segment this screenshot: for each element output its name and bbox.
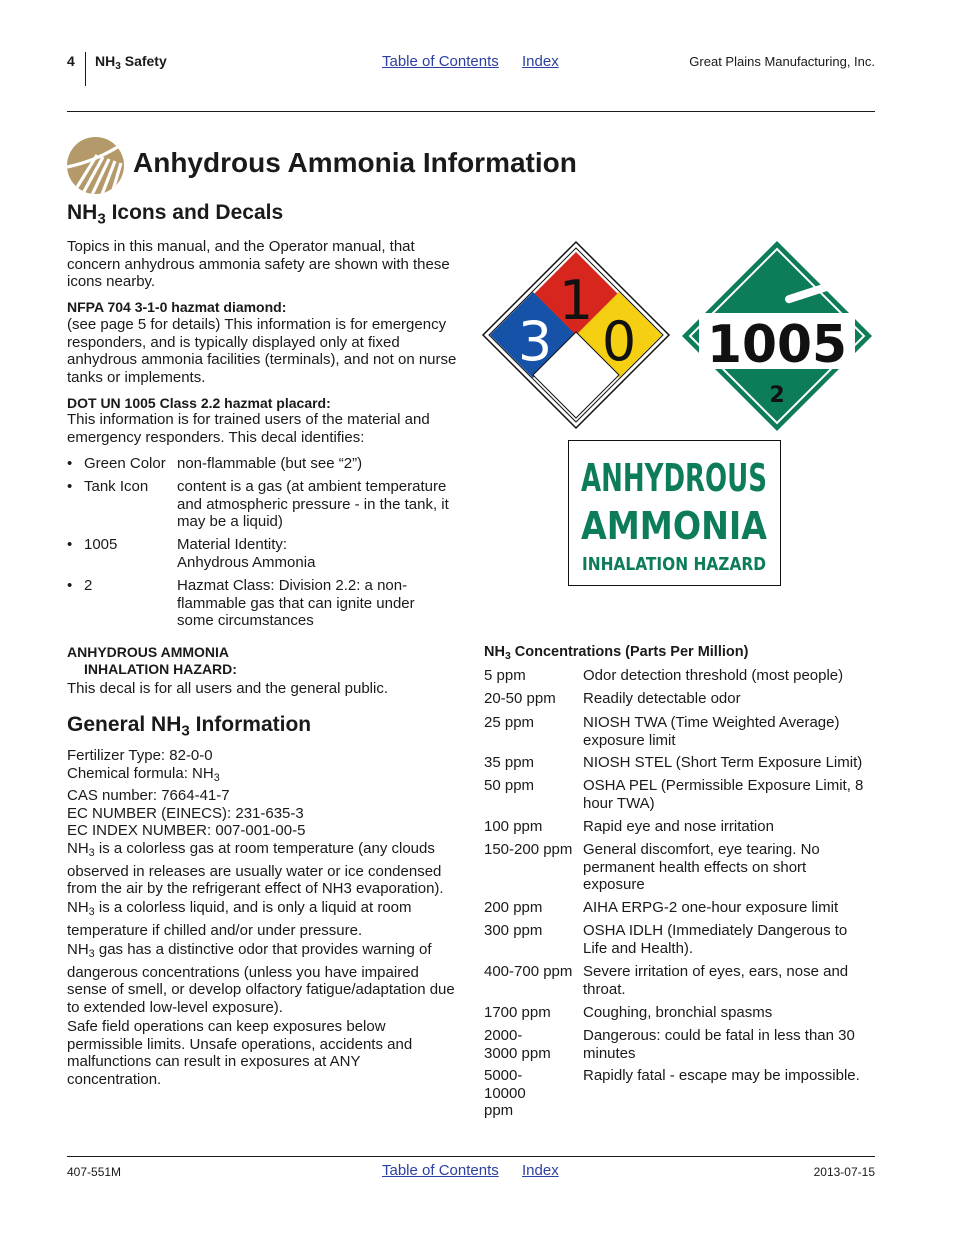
conc-heading-sub: 3: [504, 651, 511, 663]
doc-date: 2013-07-15: [813, 1165, 875, 1179]
ppm-cell: 400-700 ppm: [484, 963, 573, 980]
dot-text: This information is for trained users of the material and emergency responders. This decal identifies:: [67, 411, 430, 446]
formula-text: Chemical formula: NH: [67, 764, 214, 782]
header-divider: [85, 52, 86, 86]
decal-title-1: ANHYDROUS AMMONIA: [67, 644, 230, 660]
bullet-term: Green Color: [84, 455, 166, 472]
bullet-term: 2: [84, 577, 93, 594]
footer-index-link[interactable]: Index: [522, 1162, 559, 1179]
health-rating: 3: [517, 310, 553, 373]
flammability-rating: 1: [558, 269, 594, 332]
general-heading: [67, 713, 311, 740]
ppm-cell: 100 ppm: [484, 818, 543, 835]
bullet-term: 1005: [84, 536, 118, 553]
page-number: 4: [67, 53, 75, 69]
header-rule: [67, 111, 875, 112]
un-number: 1005: [707, 315, 847, 375]
effect-cell: Odor detection threshold (most people): [583, 667, 844, 684]
effect-cell: NIOSH TWA (Time Weighted Average) exposure limit: [583, 714, 840, 749]
ammonia-decal: [568, 440, 781, 586]
section-label-sub: 3: [115, 61, 121, 73]
ppm-cell: 50 ppm: [484, 777, 535, 794]
bullet-term: Tank Icon: [84, 478, 149, 495]
icons-heading: [67, 201, 283, 228]
effect-cell: Rapidly fatal - escape may be impossible.: [583, 1067, 860, 1084]
nfpa-diamond-icon: [481, 240, 671, 430]
effect-cell: Readily detectable odor: [583, 690, 741, 707]
ppm-cell: 200 ppm: [484, 899, 543, 916]
icons-heading-pre: NH: [67, 201, 98, 224]
bullet-desc: Material Identity: Anhydrous Ammonia: [177, 536, 316, 571]
ppm-cell: 150-200 ppm: [484, 841, 573, 858]
conc-heading-pre: NH: [484, 644, 505, 660]
bullet-desc: content is a gas (at ambient temperature and atmospheric pressure - in the tank, it may be a liquid): [177, 478, 449, 530]
icons-heading-sub: 3: [97, 210, 106, 228]
cas-number: CAS number: 7664-41-7: [67, 787, 230, 805]
header-toc-link[interactable]: Table of Contents: [382, 53, 499, 70]
effect-cell: OSHA IDLH (Immediately Dangerous to Life and Health).: [583, 922, 848, 957]
ppm-cell: 5000-10000 ppm: [484, 1067, 526, 1119]
section-label-text: NH: [95, 53, 116, 69]
chemical-facts: [67, 747, 459, 840]
formula-sub: 3: [213, 771, 220, 784]
icons-heading-post: Icons and Decals: [105, 201, 284, 224]
conc-heading-post: Concentrations (Parts Per Million): [510, 644, 749, 660]
nfpa-text: (see page 5 for details) This information is for emergency responders, and is typically displayed only at fixed anhydrous ammonia facilities (terminals), and not on nurse tanks or implements.: [67, 316, 457, 386]
effect-cell: AIHA ERPG-2 one-hour exposure limit: [583, 899, 839, 916]
doc-number: 407-551M: [67, 1165, 122, 1179]
bullet-desc: non-flammable (but see “2”): [177, 455, 363, 472]
ppm-cell: 25 ppm: [484, 714, 535, 731]
great-plains-logo-icon: [67, 137, 124, 194]
decal-line-2: AMMONIA: [581, 504, 768, 548]
footer-toc-link[interactable]: Table of Contents: [382, 1162, 499, 1179]
company-name: Great Plains Manufacturing, Inc.: [689, 54, 875, 69]
general-p2-text: is a colorless liquid, and is only a liquid at room temperature if chilled and/or under pressure.: [67, 899, 412, 939]
decal-line-1: ANHYDROUS: [581, 456, 767, 500]
ppm-cell: 5 ppm: [484, 667, 526, 684]
nfpa-title: NFPA 704 3-1-0 hazmat diamond:: [67, 299, 287, 315]
effect-cell: Severe irritation of eyes, ears, nose and throat.: [583, 963, 849, 998]
ppm-cell: 300 ppm: [484, 922, 543, 939]
section-label: [95, 53, 167, 72]
effect-cell: General discomfort, eye tearing. No permanent health effects on short exposure: [583, 841, 820, 893]
ppm-cell: 20-50 ppm: [484, 690, 556, 707]
general-heading-pre: General NH: [67, 713, 182, 736]
icons-intro: Topics in this manual, and the Operator manual, that concern anhydrous ammonia safety are shown with these icons nearby.: [67, 238, 450, 290]
ppm-cell: 2000-3000 ppm: [484, 1027, 551, 1062]
footer-rule: [67, 1156, 875, 1157]
dot-title: DOT UN 1005 Class 2.2 hazmat placard:: [67, 395, 331, 411]
general-p1-text: is a colorless gas at room temperature (any clouds observed in releases are usually water or ice condensed from the air by the refrigerant effect of NH3 evaporation).: [67, 840, 444, 898]
effect-cell: Rapid eye and nose irritation: [583, 818, 774, 835]
instability-rating: 0: [601, 310, 637, 373]
decal-title-2: INHALATION HAZARD:: [84, 661, 237, 677]
ppm-cell: 35 ppm: [484, 754, 535, 771]
ec-number: EC NUMBER (EINECS): 231-635-3: [67, 804, 304, 822]
hazard-class: 2: [769, 383, 785, 408]
decal-line-3: INHALATION HAZARD: [582, 554, 766, 575]
general-paragraph-1: $NH_3$ is a colorless gas at room temperature (any clouds observed in releases are usually water or ice condensed from the air by the refrigerant effect of NH3 evaporation).: [67, 840, 444, 898]
section-label-rest: Safety: [120, 53, 167, 69]
concentrations-heading: [484, 644, 748, 662]
effect-cell: NIOSH STEL (Short Term Exposure Limit): [583, 754, 863, 771]
dot-placard-icon: [681, 240, 873, 432]
general-heading-post: Information: [189, 713, 312, 736]
general-paragraph-3: $NH_3$ gas has a distinctive odor that provides warning of dangerous concentrations (unless you have impaired sense of smell, or develop olfactory fatigue/adaptation due to extended low-level exposure).: [67, 941, 455, 1016]
general-heading-sub: 3: [181, 722, 190, 740]
general-p3-text: gas has a distinctive odor that provides warning of dangerous concentrations (unless you have impaired sense of smell, or develop olfactory fatigue/adaptation due to extended low-level exposure).: [67, 941, 455, 1016]
effect-cell: Coughing, bronchial spasms: [583, 1004, 773, 1021]
ec-index-number: EC INDEX NUMBER: 007-001-00-5: [67, 822, 306, 840]
page-title: Anhydrous Ammonia Information: [133, 147, 577, 178]
general-paragraph-4: Safe field operations can keep exposures below permissible limits. Unsafe operations, accidents and malfunctions can result in exposures at ANY concentration.: [67, 1018, 413, 1088]
effect-cell: Dangerous: could be fatal in less than 30 minutes: [583, 1027, 855, 1062]
decal-text: This decal is for all users and the general public.: [67, 680, 389, 697]
bullet-desc: Hazmat Class: Division 2.2: a non-flammable gas that can ignite under some circumstances: [177, 577, 415, 629]
general-paragraph-2: $NH_3$ is a colorless liquid, and is only a liquid at room temperature if chilled and/or under pressure.: [67, 899, 412, 939]
header-index-link[interactable]: Index: [522, 53, 559, 70]
fertilizer-type: Fertilizer Type: 82-0-0: [67, 747, 213, 764]
ppm-cell: 1700 ppm: [484, 1004, 551, 1021]
chemical-formula: [67, 765, 459, 788]
effect-cell: OSHA PEL (Permissible Exposure Limit, 8 hour TWA): [583, 777, 864, 812]
